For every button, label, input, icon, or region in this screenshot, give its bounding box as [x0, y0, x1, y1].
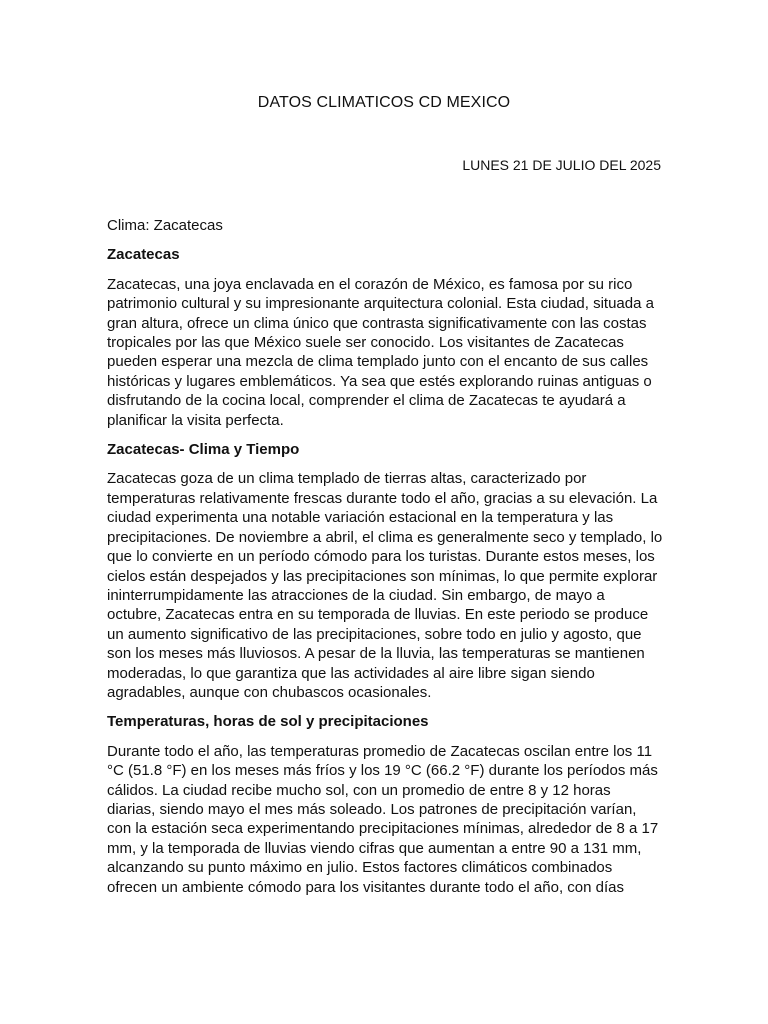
clima-line: Clima: Zacatecas	[107, 217, 223, 234]
section-heading-zacatecas: Zacatecas	[107, 246, 180, 264]
document-title: DATOS CLIMATICOS CD MEXICO	[257, 94, 511, 111]
section-body-zacatecas: Zacatecas, una joya enclavada en el corazón de México, es famosa por su rico patrimonio cultural y su impresionante arquitectura colonial. Esta ciudad, situada a gran altura, ofrece un clima único que contrasta significativamente con las costas tropicales por las que México suele ser conocido. Los visitantes de Zacatecas pueden esperar una mezcla de clima templado junto con el encanto de sus calles históricas y lugares emblemáticos. Ya sea que estés explorando ruinas antiguas o disfrutando de la cocina local, comprender el clima de Zacatecas te ayudará a planificar la visita perfecta.	[107, 275, 654, 429]
section-heading-temperaturas: Temperaturas, horas de sol y precipitaciones	[107, 713, 429, 731]
document-body	[107, 216, 663, 907]
section-heading-clima-tiempo: Zacatecas- Clima y Tiempo	[107, 441, 300, 459]
document-date: LUNES 21 DE JULIO DEL 2025	[462, 157, 661, 173]
section-body-temperaturas: Durante todo el año, las temperaturas promedio de Zacatecas oscilan entre los 11 °C (51.8 °F) en los meses más fríos y los 19 °C (66.2 °F) durante los períodos más cálidos. La ciudad recibe mucho sol, con un promedio de entre 8 y 12 horas diarias, siendo mayo el mes más soleado. Los patrones de precipitación varían, con la estación seca experimentando precipitaciones mínimas, alrededor de 8 a 17 mm, y la temporada de lluvias viendo cifras que aumentan a entre 90 a 131 mm, alcanzando su punto máximo en julio. Estos factores climáticos combinados ofrecen un ambiente cómodo para los visitantes durante todo el año, con días	[107, 742, 659, 896]
section-body-clima-tiempo: Zacatecas goza de un clima templado de tierras altas, caracterizado por temperaturas relativamente frescas durante todo el año, gracias a su elevación. La ciudad experimenta una notable variación estacional en la temperatura y las precipitaciones. De noviembre a abril, el clima es generalmente seco y templado, lo que lo convierte en un período cómodo para los turistas. Durante estos meses, los cielos están despejados y las precipitaciones son mínimas, lo que permite explorar ininterrumpidamente las atracciones de la ciudad. Sin embargo, de mayo a octubre, Zacatecas entra en su temporada de lluvias. En este periodo se produce un aumento significativo de las precipitaciones, sobre todo en julio y agosto, que son los meses más lluviosos. A pesar de la lluvia, las temperaturas se mantienen moderadas, lo que garantiza que las actividades al aire libre sigan siendo agradables, aunque con chubascos ocasionales.	[107, 470, 663, 701]
